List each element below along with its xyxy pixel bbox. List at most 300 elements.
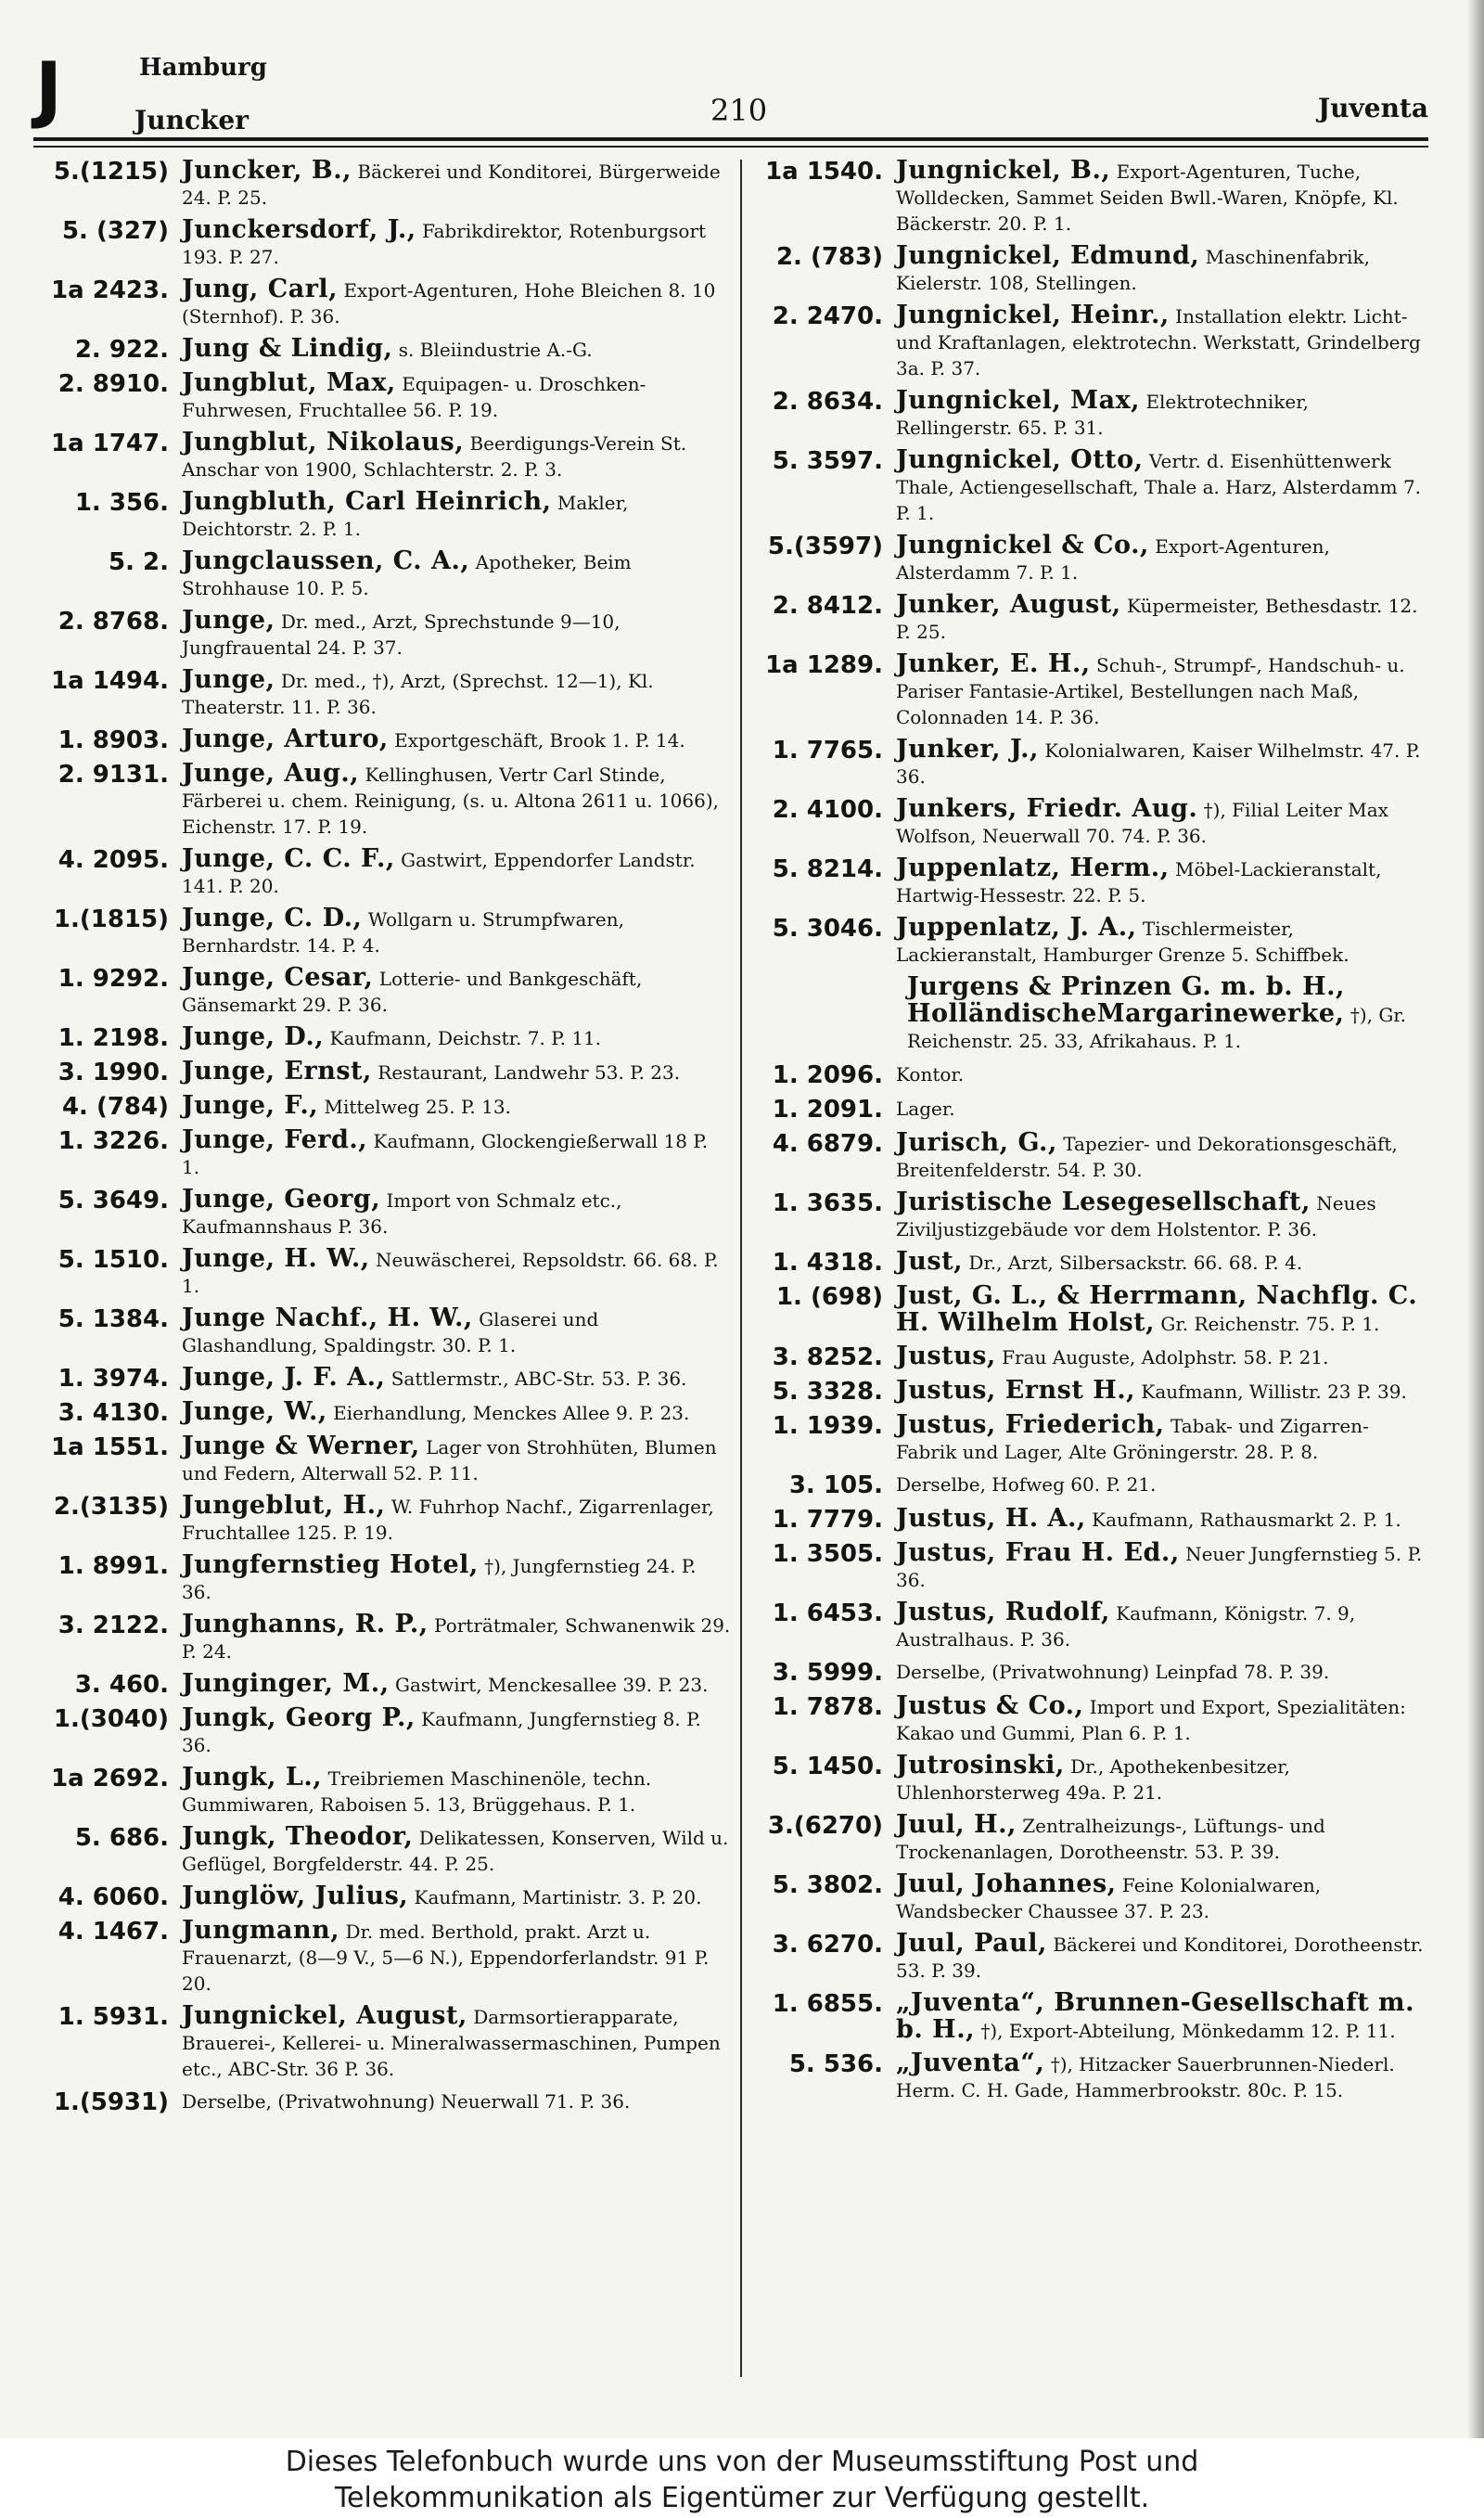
phone-number: 4. 1467. — [58, 1918, 169, 1946]
entry-details: Lager von Strohhüten, Blumen und Federn, Alterwall 52. P. 11. — [182, 1436, 717, 1484]
entry-details: Schuh-, Strumpf-, Handschuh- u. Pariser Fantasie-Artikel, Bestellungen nach Maß, Colonnaden 14. P. 36. — [896, 654, 1405, 728]
directory-entry — [33, 1883, 731, 1911]
entry-details: †), Gr. Reichenstr. 25. 33, Afrikahaus. P. 1. — [907, 1004, 1407, 1052]
entry-body — [896, 1753, 1428, 1805]
entry-body — [896, 1061, 1428, 1089]
entry-body — [896, 737, 1428, 790]
directory-entry — [33, 1246, 731, 1299]
phone-number: 1. 2091. — [772, 1096, 883, 1124]
entry-name: Junglöw, Julius, — [182, 1882, 409, 1910]
entry-body — [182, 1024, 731, 1052]
directory-entry — [33, 1305, 731, 1358]
phone-number: 2. 8412. — [772, 592, 883, 620]
phone-number: 5. 2. — [109, 548, 169, 576]
entry-details: Zentralheizungs-, Lüftungs- und Trockenanlagen, Dorotheenstr. 53. P. 39. — [896, 1815, 1325, 1863]
entry-name: Jurisch, G., — [896, 1128, 1057, 1157]
entry-body — [182, 1883, 731, 1911]
directory-entry — [33, 336, 731, 364]
entry-body — [182, 1918, 731, 1997]
directory-entry — [33, 1824, 731, 1877]
directory-entry — [759, 974, 1428, 1054]
entry-name: Junge, Ferd., — [182, 1125, 368, 1154]
entry-name: Jungnickel, Heinr., — [896, 301, 1170, 329]
footer-line-1: Dieses Telefonbuch wurde uns von der Museumsstiftung Post und — [285, 2446, 1199, 2478]
directory-entry — [33, 430, 731, 482]
entry-name: Jungmann, — [182, 1916, 340, 1945]
phone-number: 3. 1990. — [58, 1059, 169, 1086]
entry-name: Junker, J., — [896, 735, 1039, 764]
entry-body — [896, 1412, 1428, 1465]
entry-details: Eierhandlung, Menckes Allee 9. P. 23. — [333, 1402, 690, 1424]
entry-name: Juul, Johannes, — [896, 1869, 1117, 1898]
directory-entry — [33, 1433, 731, 1486]
entry-details: Elektrotechniker, Rellingerstr. 65. P. 31. — [896, 391, 1309, 439]
entry-body — [182, 158, 731, 211]
entry-body — [182, 370, 731, 423]
entry-name: Justus, Frau H. Ed., — [896, 1538, 1180, 1567]
directory-entry — [759, 1599, 1428, 1652]
directory-entry — [33, 2003, 731, 2082]
phone-number: 2. 8634. — [772, 388, 883, 416]
directory-entry — [759, 915, 1428, 968]
entry-body — [896, 1130, 1428, 1183]
entry-body — [182, 1433, 731, 1486]
phone-number: 1. 3226. — [58, 1127, 169, 1155]
entry-name: Junghanns, R. P., — [182, 1610, 429, 1638]
directory-entry — [33, 276, 731, 329]
entry-details: Dr., Apothekenbesitzer, Uhlenhorsterweg 49a. P. 21. — [896, 1755, 1290, 1804]
entry-details: Feine Kolonialwaren, Wandsbecker Chaussee 37. P. 23. — [896, 1874, 1322, 1922]
directory-entry — [33, 1365, 731, 1393]
entry-name: Junge Nachf., H. W., — [182, 1304, 473, 1332]
phone-number: 3. 2122. — [58, 1612, 169, 1639]
entry-details: Frau Auguste, Adolphstr. 58. P. 21. — [1002, 1346, 1329, 1368]
entry-body — [896, 1990, 1428, 2044]
directory-entry — [759, 1931, 1428, 1984]
entry-name: Junge, Georg, — [182, 1185, 381, 1214]
entry-body — [896, 1812, 1428, 1865]
directory-entry — [759, 302, 1428, 381]
phone-number: 3. 8252. — [772, 1343, 883, 1371]
phone-number: 5. 8214. — [772, 855, 883, 883]
phone-number: 2. (783) — [775, 243, 883, 271]
entry-body — [896, 1378, 1428, 1406]
entry-details: Tischlermeister, Lackieranstalt, Hamburger Grenze 5. Schiffbek. — [896, 918, 1350, 966]
entry-name: Justus, Ernst H., — [896, 1376, 1136, 1405]
entry-body — [896, 533, 1428, 585]
entry-body — [896, 1189, 1428, 1242]
entry-details: W. Fuhrhop Nachf., Zigarrenlager, Fruchtallee 125. P. 19. — [182, 1496, 714, 1544]
phone-number: 5. 3046. — [772, 915, 883, 943]
entry-body — [896, 1096, 1428, 1124]
entry-details: Export-Agenturen, Alsterdamm 7. P. 1. — [896, 535, 1330, 584]
entry-details: Kaufmann, Martinistr. 3. P. 20. — [414, 1886, 702, 1908]
entry-body — [896, 592, 1428, 645]
phone-number: 5. 3597. — [772, 447, 883, 475]
entry-body — [182, 608, 731, 661]
entry-name: Jungnickel, Edmund, — [896, 241, 1200, 270]
entry-details: Export-Agenturen, Tuche, Wolldecken, Sammet Seiden Bwll.-Waren, Knöpfe, Kl. Bäckerstr. 20. P. 1. — [896, 161, 1399, 235]
directory-entry — [759, 388, 1428, 441]
directory-entry — [759, 1412, 1428, 1465]
entry-body — [182, 430, 731, 482]
phone-number: 5. 3649. — [58, 1187, 169, 1214]
entry-body — [182, 1399, 731, 1427]
directory-entry — [33, 726, 731, 754]
entry-name: Junker, August, — [896, 590, 1121, 619]
entry-body — [896, 1540, 1428, 1593]
phone-number: 1. 1939. — [772, 1412, 883, 1440]
entry-name: Junckersdorf, J., — [182, 215, 416, 244]
entry-details: Kaufmann, Willistr. 23 P. 39. — [1141, 1381, 1407, 1403]
phone-number: 3. 460. — [74, 1671, 169, 1699]
entry-body — [182, 1671, 731, 1699]
entry-details: Lager. — [896, 1098, 955, 1120]
entry-body — [182, 726, 731, 754]
entry-body — [896, 796, 1428, 849]
entry-body — [182, 2003, 731, 2082]
entry-name: Juristische Lesegesellschaft, — [896, 1188, 1311, 1216]
entry-details: Maschinenfabrik, Kielerstr. 108, Stellingen. — [896, 246, 1370, 294]
directory-entry — [759, 1990, 1428, 2044]
phone-number: 5.(1215) — [53, 158, 169, 186]
entry-name: Junge, Aug., — [182, 759, 360, 788]
entry-name: Jungk, Georg P., — [182, 1703, 416, 1732]
entry-details: Derselbe, (Privatwohnung) Neuerwall 71. P. 36. — [182, 2090, 631, 2113]
directory-entry — [759, 1693, 1428, 1746]
entry-body — [182, 1127, 731, 1180]
entry-body — [182, 217, 731, 270]
directory-entry — [33, 217, 731, 270]
entry-details: Bäckerei und Konditorei, Bürgerweide 24. P. 25. — [182, 161, 721, 209]
entry-name: Justus, H. A., — [896, 1504, 1086, 1533]
phone-number: 5. 1450. — [772, 1753, 883, 1780]
entry-name: Jungblut, Nikolaus, — [182, 428, 465, 456]
entry-details: Vertr. d. Eisenhüttenwerk Thale, Actiengesellschaft, Thale a. Harz, Alsterdamm 7. P. 1. — [896, 450, 1422, 524]
phone-number: 1. 7779. — [772, 1506, 883, 1534]
entry-name: Jungk, Theodor, — [182, 1822, 414, 1851]
entry-body — [896, 1471, 1428, 1499]
directory-entry — [33, 2088, 731, 2116]
entry-name: Jungbluth, Carl Heinrich, — [182, 487, 552, 516]
entry-name: Juppenlatz, J. A., — [896, 913, 1137, 942]
entry-details: s. Bleiindustrie A.-G. — [398, 339, 593, 361]
directory-entry — [759, 1659, 1428, 1687]
directory-entry — [33, 1918, 731, 1997]
entry-body — [896, 1871, 1428, 1924]
entry-body — [182, 1705, 731, 1758]
directory-entry — [759, 1343, 1428, 1371]
entry-details: Küpermeister, Bethesdastr. 12. P. 25. — [896, 595, 1418, 643]
entry-body — [896, 1599, 1428, 1652]
entry-body — [182, 276, 731, 329]
directory-entry — [33, 965, 731, 1018]
directory-entry — [759, 533, 1428, 585]
entry-name: Jurgens & Prinzen G. m. b. H., HolländischeMargarinewerke, — [907, 972, 1345, 1028]
directory-entry — [759, 1471, 1428, 1499]
directory-entry — [759, 1249, 1428, 1277]
entry-details: Gastwirt, Eppendorfer Landstr. 141. P. 20. — [182, 849, 696, 897]
directory-entry — [33, 1127, 731, 1180]
entry-details: Kolonialwaren, Kaiser Wilhelmstr. 47. P. 36. — [896, 739, 1421, 788]
phone-number: 5. 1510. — [58, 1246, 169, 1274]
phone-number: 1. 2198. — [58, 1024, 169, 1052]
entry-name: Juul, H., — [896, 1810, 1017, 1839]
entry-name: Justus, — [896, 1342, 996, 1370]
phone-number: 2. 8768. — [58, 608, 169, 636]
entry-body — [896, 1506, 1428, 1534]
entry-name: Jungeblut, H., — [182, 1491, 386, 1520]
phone-number: 3.(6270) — [767, 1812, 883, 1840]
directory-entry — [759, 2050, 1428, 2103]
entry-details: Tabak- und Zigarren-Fabrik und Lager, Alte Gröningerstr. 28. P. 8. — [896, 1415, 1369, 1463]
entry-details: Glaserei und Glashandlung, Spaldingstr. 30. P. 1. — [182, 1308, 599, 1356]
entry-details: Bäckerei und Konditorei, Dorotheenstr. 53. P. 39. — [896, 1933, 1424, 1982]
entry-details: Neues Ziviljustizgebäude vor dem Holstentor. P. 36. — [896, 1192, 1376, 1240]
entry-details: Lotterie- und Bankgeschäft, Gänsemarkt 29. P. 36. — [182, 968, 643, 1016]
entry-name: Junge, Ernst, — [182, 1057, 372, 1086]
entry-body — [182, 1765, 731, 1818]
entry-body — [182, 1552, 731, 1605]
entry-details: †), Export-Abteilung, Mönkedamm 12. P. 11. — [980, 2020, 1396, 2042]
entry-name: Jungnickel & Co., — [896, 531, 1149, 559]
directory-entry — [33, 761, 731, 840]
directory-entry — [33, 1093, 731, 1121]
directory-entry — [33, 548, 731, 601]
entry-name: Just, — [896, 1247, 963, 1276]
column-divider — [740, 160, 742, 2377]
entry-body — [182, 1824, 731, 1877]
directory-entry — [33, 1705, 731, 1758]
entry-name: Jungk, L., — [182, 1763, 323, 1792]
entry-name: Junge, F., — [182, 1091, 319, 1120]
entry-name: Jungfernstieg Hotel, — [182, 1550, 479, 1579]
entry-body — [896, 388, 1428, 441]
entry-name: Junge, C. C. F., — [182, 844, 395, 873]
entry-name: Junge, — [182, 665, 275, 694]
entry-body — [896, 447, 1428, 526]
entry-name: Jungnickel, Max, — [896, 386, 1141, 415]
left-column — [33, 158, 731, 2431]
entry-name: Juppenlatz, Herm., — [896, 854, 1170, 882]
entry-details: Import und Export, Spezialitäten: Kakao und Gummi, Plan 6. P. 1. — [896, 1696, 1406, 1744]
phone-number: 2. 4100. — [772, 796, 883, 824]
entry-details: Dr., Arzt, Silbersackstr. 66. 68. P. 4. — [968, 1252, 1303, 1274]
range-end-name: Juventa — [1317, 93, 1428, 123]
directory-entry — [33, 1765, 731, 1818]
directory-entry — [759, 158, 1428, 237]
right-column — [759, 158, 1428, 2431]
footer-line-2: Telekommunikation als Eigentümer zur Verfügung gestellt. — [334, 2482, 1150, 2514]
directory-entry — [33, 489, 731, 542]
phone-number: 3. 6270. — [772, 1931, 883, 1959]
entry-body — [896, 1249, 1428, 1277]
entry-details: Makler, Deichtorstr. 2. P. 1. — [182, 492, 629, 540]
phone-number: 3. 4130. — [58, 1399, 169, 1427]
phone-number: 1. 3505. — [772, 1540, 883, 1568]
entry-details: Wollgarn u. Strumpfwaren, Bernhardstr. 14. P. 4. — [182, 908, 625, 957]
entry-name: Junge, J. F. A., — [182, 1363, 386, 1392]
entry-details: Kaufmann, Jungfernstieg 8. P. 36. — [182, 1708, 701, 1756]
entry-details: Kaufmann, Rathausmarkt 2. P. 1. — [1092, 1509, 1401, 1531]
directory-entry — [759, 447, 1428, 526]
phone-number: 1a 1540. — [765, 158, 883, 186]
header-rule-thin — [33, 146, 1428, 148]
phone-number: 1a 2692. — [51, 1765, 169, 1792]
entry-body — [182, 548, 731, 601]
entry-details: Tapezier- und Dekorationsgeschäft, Breitenfelderstr. 54. P. 30. — [896, 1133, 1398, 1181]
entry-body — [182, 1612, 731, 1664]
phone-number: 5. (327) — [61, 217, 169, 245]
directory-entry — [759, 796, 1428, 849]
phone-number: 2. 8910. — [58, 370, 169, 398]
entry-name: Junginger, M., — [182, 1669, 390, 1698]
directory-entry — [759, 1130, 1428, 1183]
entry-name: Junge, D., — [182, 1022, 325, 1051]
directory-entry — [33, 1612, 731, 1664]
entry-details: Treibriemen Maschinenöle, techn. Gummiwaren, Raboisen 5. 13, Brüggehaus. P. 1. — [182, 1767, 652, 1816]
entry-name: Jungnickel, Otto, — [896, 445, 1144, 474]
entry-body — [182, 1059, 731, 1086]
directory-entry — [759, 651, 1428, 730]
entry-name: Junker, E. H., — [896, 649, 1091, 678]
phone-number: 4. 6060. — [58, 1883, 169, 1911]
entry-name: Junge, C. D., — [182, 904, 363, 932]
directory-entry — [33, 906, 731, 958]
phone-number: 5. 3328. — [772, 1378, 883, 1406]
directory-entry — [759, 1096, 1428, 1124]
entry-name: Jungnickel, B., — [896, 156, 1111, 185]
directory-entry — [759, 243, 1428, 296]
phone-number: 2. 922. — [74, 336, 169, 364]
directory-entry — [33, 1671, 731, 1699]
phone-number: 1a 1289. — [765, 651, 883, 679]
phone-number: 4. (784) — [61, 1093, 169, 1121]
directory-entry — [33, 667, 731, 720]
phone-number: 2.(3135) — [53, 1493, 169, 1521]
entry-body — [182, 846, 731, 899]
phone-number: 5. 536. — [788, 2050, 883, 2078]
directory-entry — [33, 846, 731, 899]
page-number: 210 — [710, 93, 768, 128]
directory-entry — [33, 370, 731, 423]
directory-entry — [759, 1871, 1428, 1924]
phone-number: 1. (698) — [775, 1283, 883, 1311]
directory-entry — [33, 158, 731, 211]
entry-details: Kaufmann, Königstr. 7. 9, Australhaus. P. 36. — [896, 1602, 1356, 1651]
entry-details: Fabrikdirektor, Rotenburgsort 193. P. 27. — [182, 220, 707, 268]
range-start-name: Juncker — [134, 105, 249, 135]
entry-details: Derselbe, Hofweg 60. P. 21. — [896, 1473, 1157, 1496]
phone-number: 1. 6855. — [772, 1990, 883, 2018]
entry-details: Dr. med., †), Arzt, (Sprechst. 12—1), Kl. Theaterstr. 11. P. 36. — [182, 670, 654, 718]
header-rule — [33, 137, 1428, 141]
phone-number: 1.(3040) — [53, 1705, 169, 1733]
directory-entry — [759, 1812, 1428, 1865]
entry-body — [896, 1283, 1428, 1337]
entry-body — [896, 1343, 1428, 1371]
entry-details: Kontor. — [896, 1063, 965, 1086]
phone-number: 1. 7765. — [772, 737, 883, 764]
phone-number: 5. 3802. — [772, 1871, 883, 1899]
entry-details: Dr. med. Berthold, prakt. Arzt u. Frauenarzt, (8—9 V., 5—6 N.), Eppendorferlandstr. 91 P. 20. — [182, 1921, 710, 1995]
entry-name: Junge, Arturo, — [182, 725, 389, 753]
footer-notice — [0, 2438, 1484, 2518]
directory-entry — [33, 1399, 731, 1427]
entry-body — [182, 1093, 731, 1121]
phone-number: 1. 6453. — [772, 1599, 883, 1627]
entry-details: Gr. Reichenstr. 75. P. 1. — [1160, 1313, 1380, 1335]
entry-name: „Juventa“, — [896, 2049, 1045, 2077]
entry-name: Junge & Werner, — [182, 1432, 420, 1460]
phone-number: 1. 2096. — [772, 1061, 883, 1089]
directory-entry — [33, 1059, 731, 1086]
directory-entry — [33, 608, 731, 661]
entry-name: Juncker, B., — [182, 156, 352, 185]
entry-body — [896, 1931, 1428, 1984]
phone-number: 1. 5931. — [58, 2003, 169, 2031]
entry-body — [182, 667, 731, 720]
phone-number: 3. 105. — [788, 1471, 883, 1499]
entry-name: Junge, — [182, 606, 275, 635]
phone-number: 1. 8991. — [58, 1552, 169, 1580]
entry-body — [182, 1187, 731, 1240]
entry-name: Junkers, Friedr. Aug. — [896, 794, 1198, 823]
entry-details: Equipagen- u. Droschken-Fuhrwesen, Fruchtallee 56. P. 19. — [182, 373, 646, 421]
entry-name: Junge, W., — [182, 1397, 327, 1426]
phone-number: 3. 5999. — [772, 1659, 883, 1687]
entry-name: Junge, H. W., — [182, 1244, 370, 1273]
entry-details: Restaurant, Landwehr 53. P. 23. — [377, 1061, 681, 1084]
phone-number: 2. 9131. — [58, 761, 169, 789]
directory-entry — [759, 1189, 1428, 1242]
entry-details: Import von Schmalz etc., Kaufmannshaus P. 36. — [182, 1189, 622, 1238]
phone-number: 1.(1815) — [53, 906, 169, 933]
entry-body — [182, 1305, 731, 1358]
entry-body — [896, 855, 1428, 908]
phone-number: 1a 1551. — [51, 1433, 169, 1461]
phone-number: 1. 3974. — [58, 1365, 169, 1393]
directory-entry — [33, 1493, 731, 1546]
entry-body — [896, 302, 1428, 381]
entry-body — [182, 1493, 731, 1546]
directory-entry — [759, 1061, 1428, 1089]
entry-body — [896, 651, 1428, 730]
page-header — [0, 0, 1484, 158]
phone-number: 5. 1384. — [58, 1305, 169, 1333]
phone-number: 1. 7878. — [772, 1693, 883, 1721]
phone-number: 4. 6879. — [772, 1130, 883, 1158]
directory-entry — [759, 737, 1428, 790]
entry-body — [182, 1246, 731, 1299]
entry-details: Exportgeschäft, Brook 1. P. 14. — [394, 729, 685, 752]
entry-details: Kaufmann, Deichstr. 7. P. 11. — [329, 1027, 602, 1049]
directory-entry — [33, 1187, 731, 1240]
phone-number: 1a 1494. — [51, 667, 169, 695]
phone-number: 5. 686. — [74, 1824, 169, 1852]
phone-number: 1. 4318. — [772, 1249, 883, 1277]
entry-details: †), Hitzacker Sauerbrunnen-Niederl. Herm. C. H. Gade, Hammerbrookstr. 80c. P. 15. — [896, 2053, 1395, 2101]
directory-entry — [759, 1753, 1428, 1805]
entry-body — [182, 336, 731, 364]
phone-number: 1. 9292. — [58, 965, 169, 993]
entry-details: Installation elektr. Licht- und Kraftanlagen, elektrotechn. Werkstatt, Grindelberg 3a. P. 37. — [896, 305, 1421, 379]
entry-details: †), Filial Leiter Max Wolfson, Neuerwall 70. 74. P. 36. — [896, 799, 1388, 847]
directory-entry — [759, 1283, 1428, 1337]
entry-name: Junge, Cesar, — [182, 963, 374, 992]
phone-number: 1a 2423. — [51, 276, 169, 304]
entry-details: Dr. med., Arzt, Sprechstunde 9—10, Jungfrauental 24. P. 37. — [182, 610, 620, 659]
